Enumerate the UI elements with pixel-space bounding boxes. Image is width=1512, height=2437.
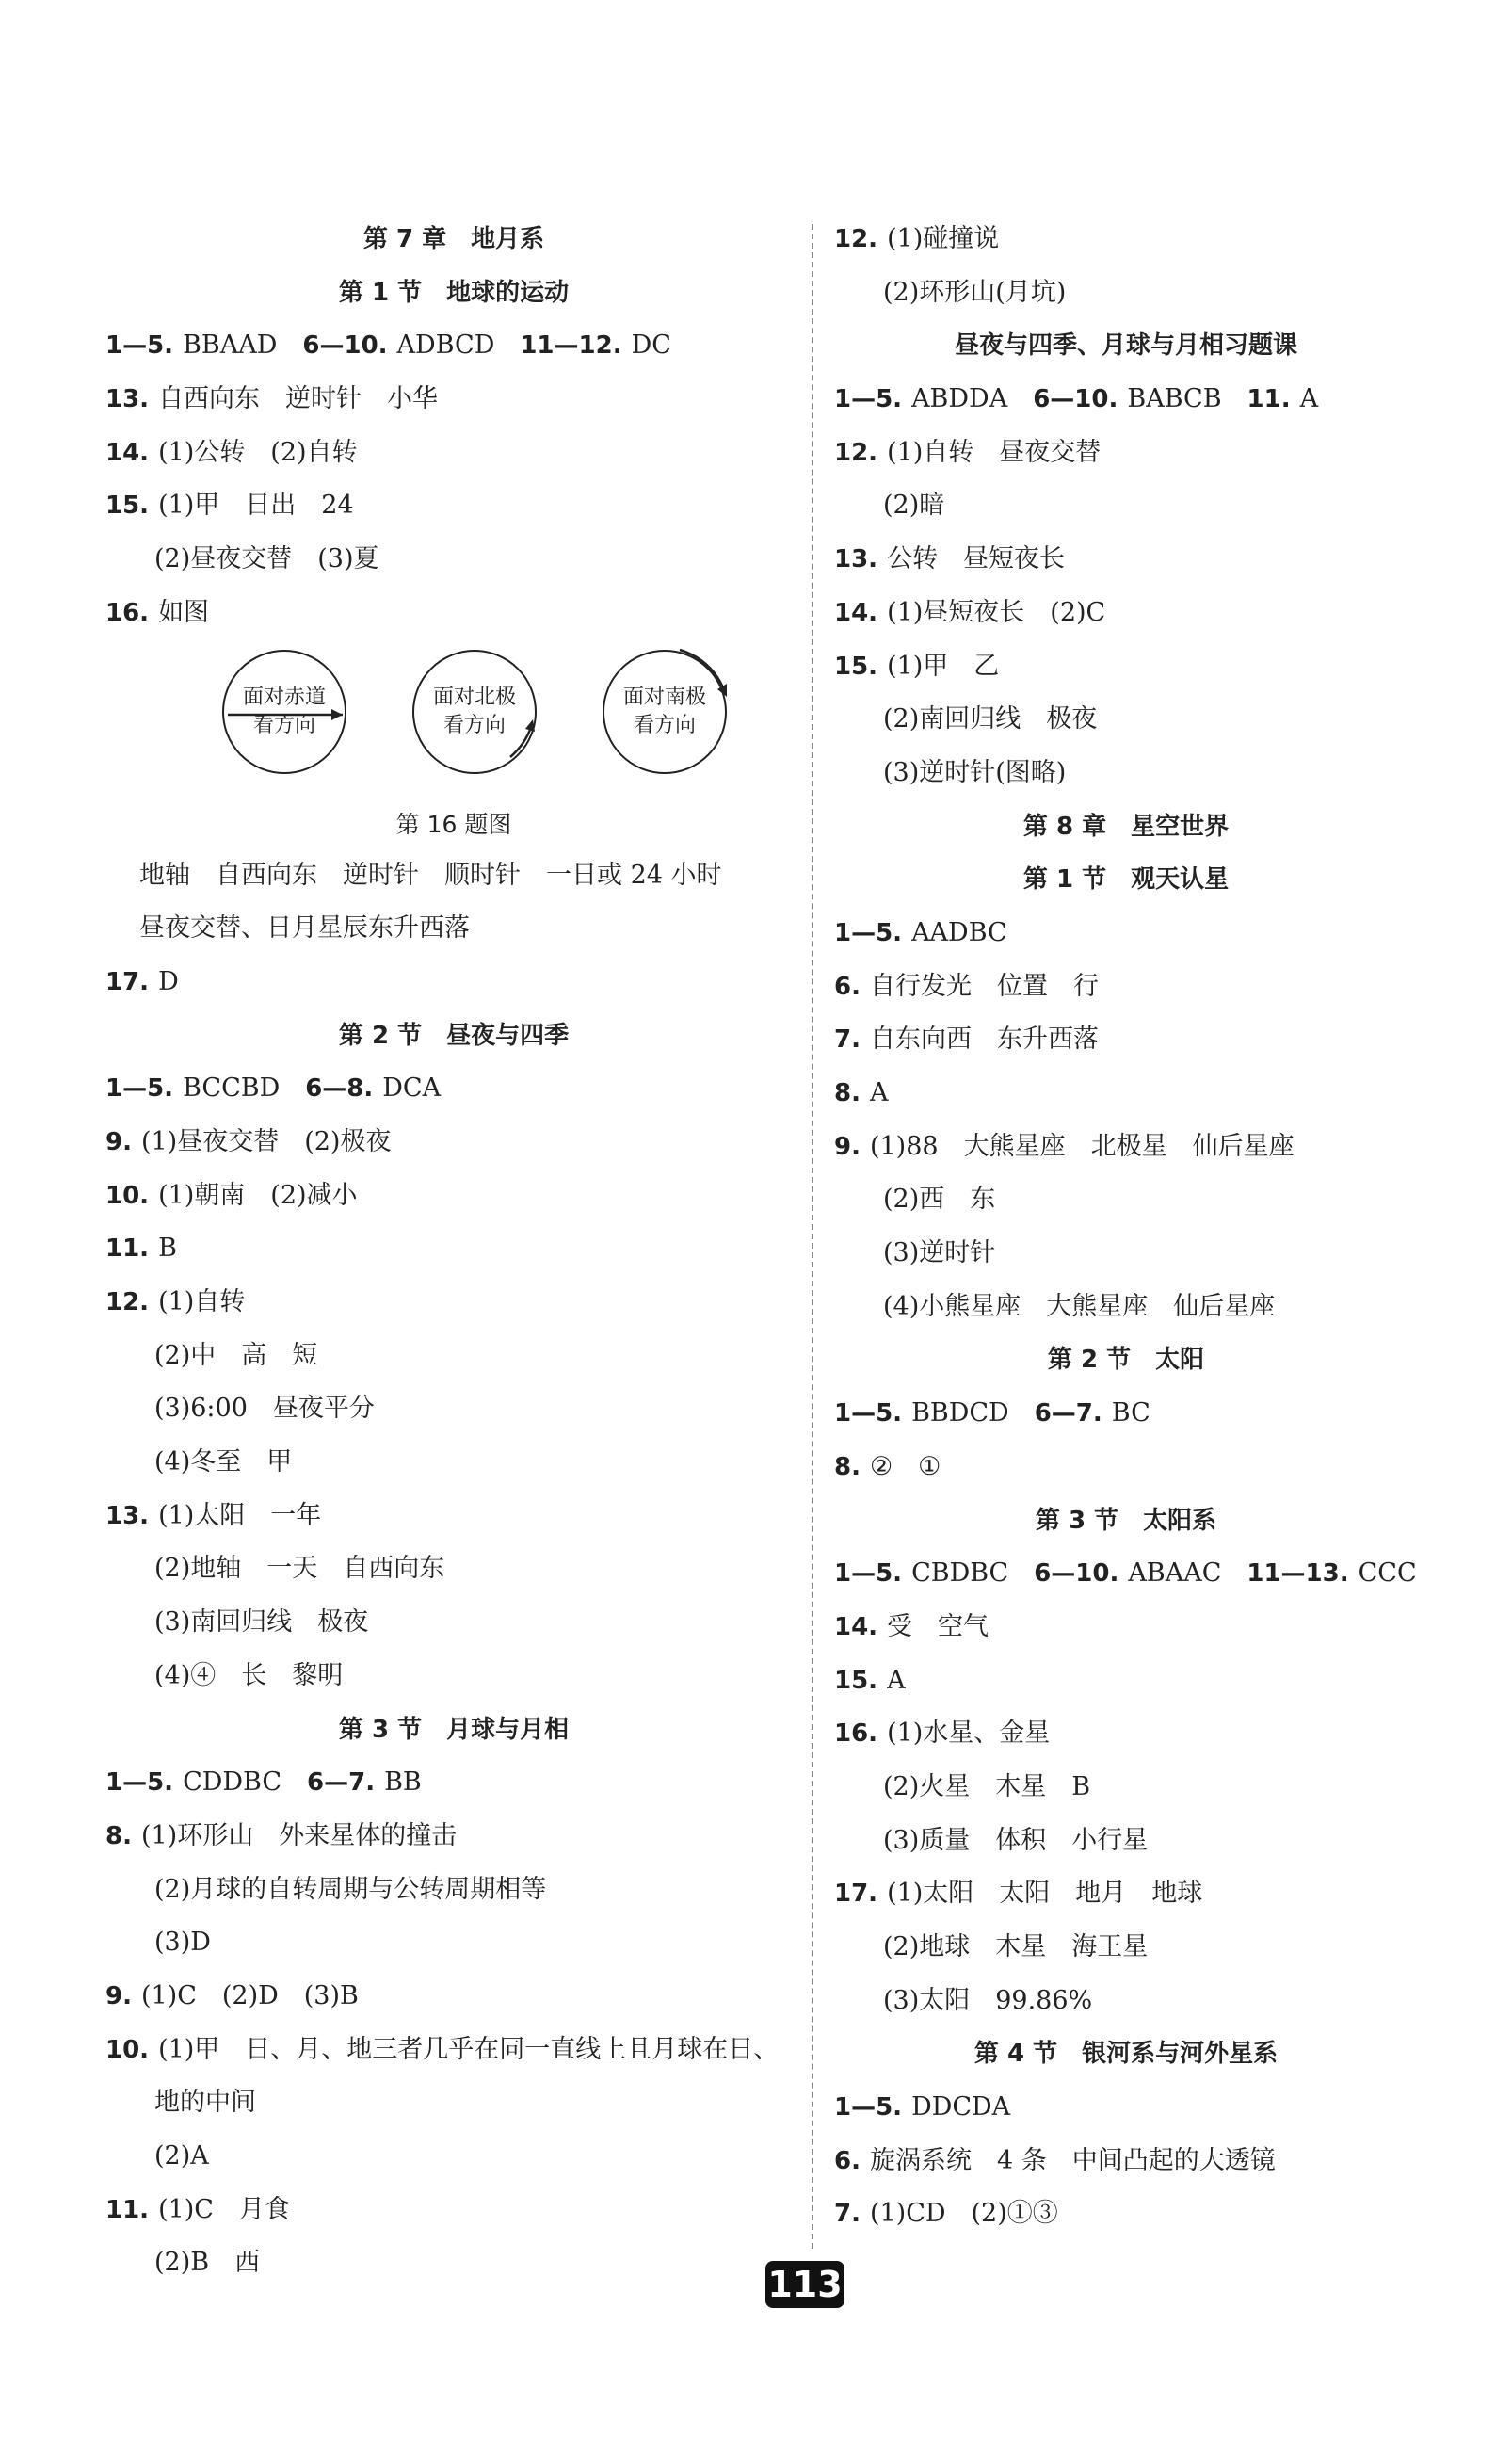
answer-text: 公转 昼短夜长 — [887, 544, 1066, 574]
question-number: 1—5. — [834, 385, 903, 414]
answer-line — [105, 956, 802, 1009]
answer-text: (1)朝南 (2)减小 — [158, 1180, 358, 1210]
answer-text: (1)太阳 太阳 地月 地球 — [887, 1879, 1203, 1909]
question-number: 6—10. — [1034, 1559, 1119, 1589]
question-number: 13. — [834, 545, 878, 574]
answer-list — [834, 1547, 1418, 2027]
question-number: 14. — [834, 598, 878, 627]
section-title: 第 1 节 观天认星 — [1022, 865, 1230, 895]
circle-label: 面对北极 — [432, 685, 516, 709]
answer-line — [105, 1062, 802, 1116]
answer-text: 自东向西 东升西落 — [869, 1025, 1099, 1055]
answer-text: (2)中 高 短 — [154, 1340, 318, 1370]
answer-text: B — [158, 1234, 177, 1264]
section-title: 第 2 节 昼夜与四季 — [338, 1021, 570, 1050]
question-number: 8. — [834, 1079, 861, 1107]
answer-text: (1)自转 — [158, 1287, 246, 1316]
answer-text: (2)暗 — [883, 491, 945, 521]
answer-text: 受 空气 — [887, 1611, 989, 1641]
question-number: 10. — [105, 1181, 150, 1210]
question-number: 17. — [834, 1880, 878, 1909]
question-number: 1—5. — [105, 1074, 174, 1104]
question-number: 6—8. — [305, 1074, 374, 1104]
figure-caption: 第 16 题图 — [395, 810, 512, 838]
answer-list — [105, 1062, 802, 1703]
section-title: 第 2 节 太阳 — [1047, 1346, 1205, 1375]
answer-line — [105, 1222, 802, 1276]
question-number: 7. — [834, 1025, 861, 1055]
question-number: 11. — [1247, 385, 1291, 414]
rotation-diagram — [105, 640, 802, 800]
answer-text: (3)逆时针 — [883, 1238, 996, 1268]
answer-text: AADBC — [911, 917, 1007, 947]
answer-text: 如图 — [158, 597, 210, 627]
question-number: 15. — [834, 652, 878, 681]
clockwise-arrow-icon — [595, 642, 736, 783]
answer-line — [834, 479, 1418, 533]
answer-line — [834, 427, 1418, 480]
answer-line — [834, 1707, 1418, 1761]
answer-line — [105, 319, 802, 373]
answer-text: BB — [384, 1767, 422, 1798]
answer-text: (1)水星、金星 — [887, 1719, 1051, 1749]
answer-text: (2)月球的自转周期与公转周期相等 — [154, 1874, 547, 1904]
answer-line — [105, 373, 802, 427]
answer-text: BC — [1111, 1398, 1150, 1428]
answer-text: CDDBC — [183, 1767, 308, 1798]
answer-list — [834, 1387, 1418, 1493]
question-number: 6—10. — [302, 331, 388, 361]
answer-text: (2)昼夜交替 (3)夏 — [154, 544, 379, 574]
answer-text: (2)B 西 — [154, 2248, 261, 2278]
section-title: 第 3 节 太阳系 — [1035, 1506, 1217, 1535]
answer-line — [834, 640, 1418, 694]
answer-line — [834, 2135, 1418, 2188]
question-number: 12. — [834, 225, 878, 253]
answer-line: 昼夜交替、日月星辰东升西落 — [139, 913, 470, 944]
answer-list — [834, 373, 1418, 800]
answer-text: (2)地轴 一天 自西向东 — [154, 1554, 445, 1584]
answer-text: (1)碰撞说 — [887, 224, 1000, 253]
answer-text: CCC — [1358, 1558, 1417, 1589]
question-number: 9. — [105, 1127, 132, 1156]
question-number: 14. — [105, 438, 150, 467]
question-number: 1—5. — [834, 2093, 903, 2122]
answer-line — [834, 1441, 1418, 1494]
answer-text: 自行发光 位置 行 — [869, 971, 1099, 1001]
question-number: 16. — [834, 1719, 878, 1749]
answer-line — [105, 1596, 802, 1650]
answer-line — [834, 907, 1418, 960]
page-number: 113 — [765, 2261, 844, 2308]
answer-line — [105, 1170, 802, 1223]
answer-text: (2)西 东 — [883, 1185, 996, 1215]
answer-text: A — [869, 1078, 889, 1107]
answer-text: (1)昼短夜长 (2)C — [887, 597, 1106, 627]
question-number: 8. — [834, 1452, 861, 1481]
answer-text: (2)环形山(月坑) — [883, 277, 1067, 307]
north-pole-view-circle — [412, 650, 537, 774]
question-number: 9. — [105, 1981, 132, 2010]
question-number: 12. — [834, 438, 878, 467]
answer-line — [834, 1547, 1418, 1601]
answer-text: (1)C (2)D (3)B — [140, 1980, 359, 2010]
answer-text: (2)地球 木星 海王星 — [883, 1932, 1149, 1961]
answer-text: (3)D — [154, 1928, 211, 1958]
question-number: 8. — [105, 1821, 132, 1850]
question-number: 11—13. — [1247, 1559, 1349, 1589]
answer-text: (3)质量 体积 小行星 — [883, 1825, 1149, 1855]
answer-text: 自西向东 逆时针 小华 — [158, 384, 439, 414]
answer-line — [105, 1864, 802, 1917]
answer-line — [834, 1867, 1418, 1921]
question-number: 11. — [105, 1235, 150, 1264]
answer-line — [834, 1761, 1418, 1815]
question-number: 11—12. — [520, 331, 622, 361]
column-divider — [812, 224, 813, 2249]
answer-line — [834, 1975, 1418, 2028]
answer-text: (4)小熊星座 大熊星座 仙后星座 — [883, 1291, 1276, 1321]
answer-text: (1)C 月食 — [158, 2194, 290, 2224]
answer-line — [834, 1067, 1418, 1121]
answer-line — [105, 533, 802, 587]
answer-line — [105, 427, 802, 480]
answer-text: (1)甲 乙 — [887, 651, 1000, 681]
question-number: 13. — [105, 385, 150, 414]
answer-text: BABCB — [1127, 384, 1247, 414]
answer-text: ABDDA — [911, 384, 1034, 414]
arrow-right-icon — [215, 642, 356, 783]
answer-text: BCCBD — [183, 1073, 306, 1104]
answer-line — [105, 1382, 802, 1436]
answer-list — [105, 319, 802, 639]
answer-line — [834, 373, 1418, 427]
answer-text: (1)自转 昼夜交替 — [887, 437, 1102, 467]
answer-text: DC — [631, 331, 671, 361]
answer-line — [834, 747, 1418, 800]
answer-line — [834, 693, 1418, 747]
answer-text: (1)甲 日出 24 — [158, 491, 354, 521]
answer-text: ② ① — [869, 1451, 941, 1481]
question-number: 10. — [105, 2035, 150, 2064]
answer-text: (2)南回归线 极夜 — [883, 704, 1098, 734]
south-pole-view-circle — [603, 650, 727, 774]
answer-list — [834, 907, 1418, 1334]
answer-line — [105, 2236, 802, 2290]
left-column — [105, 213, 802, 2290]
answer-line — [834, 1654, 1418, 1708]
answer-text: ADBCD — [396, 331, 521, 361]
answer-text: (1)环形山 外来星体的撞击 — [140, 1820, 458, 1850]
answer-line — [834, 960, 1418, 1014]
answer-line — [105, 1756, 802, 1810]
answer-text: A — [1299, 384, 1319, 414]
question-number: 6—7. — [307, 1768, 376, 1798]
answer-text: (3)太阳 99.86% — [883, 1985, 1093, 2015]
question-number: 12. — [105, 1288, 150, 1316]
answer-text: (1)昼夜交替 (2)极夜 — [140, 1126, 392, 1156]
answer-text: D — [158, 966, 179, 996]
answer-line — [834, 587, 1418, 640]
answer-line — [105, 1810, 802, 1864]
question-number: 11. — [105, 2195, 150, 2224]
answer-text: (1)公转 (2)自转 — [158, 437, 358, 467]
answer-line — [834, 213, 1418, 266]
answer-line — [834, 1227, 1418, 1281]
chapter-title: 第 7 章 地月系 — [362, 225, 545, 253]
answer-line — [105, 587, 802, 640]
answer-text: (3)南回归线 极夜 — [154, 1607, 369, 1638]
answer-line — [105, 1650, 802, 1703]
answer-text: CBDBC — [911, 1558, 1035, 1589]
answer-list — [834, 213, 1418, 319]
section-title: 第 3 节 月球与月相 — [338, 1715, 570, 1744]
question-number: 16. — [105, 598, 150, 627]
answer-line — [105, 1436, 802, 1490]
answer-line — [834, 1815, 1418, 1868]
answer-line — [105, 1276, 802, 1330]
answer-line — [834, 1173, 1418, 1227]
question-number: 14. — [834, 1612, 878, 1641]
answer-text: 旋涡系统 4 条 中间凸起的大透镜 — [869, 2145, 1276, 2175]
answer-line — [834, 1121, 1418, 1174]
question-number: 15. — [105, 492, 150, 521]
circle-label: 看方向 — [252, 713, 315, 737]
circle-label: 面对赤道 — [242, 685, 326, 709]
answer-line — [834, 2081, 1418, 2135]
question-number: 1—5. — [105, 331, 174, 361]
answer-text: (4)冬至 甲 — [154, 1447, 293, 1477]
answer-text: (2)火星 木星 B — [883, 1771, 1091, 1801]
answer-line — [105, 1116, 802, 1170]
answer-line — [105, 1542, 802, 1596]
section-title: 第 4 节 银河系与河外星系 — [973, 2040, 1279, 2069]
answer-text: BBAAD — [183, 331, 303, 361]
answer-text: DDCDA — [911, 2092, 1011, 2122]
answer-text: ABAAC — [1128, 1558, 1247, 1589]
question-number: 6—10. — [1033, 385, 1118, 414]
chapter-title: 第 8 章 星空世界 — [1022, 812, 1230, 841]
section-title: 第 1 节 地球的运动 — [338, 278, 570, 307]
answer-text: BBDCD — [911, 1398, 1035, 1428]
answer-line — [834, 1281, 1418, 1334]
answer-text: (2)A — [154, 2141, 209, 2171]
question-number: 1—5. — [834, 918, 903, 947]
answer-text: DCA — [382, 1073, 442, 1104]
answer-line — [834, 1013, 1418, 1067]
right-column — [834, 213, 1418, 2241]
answer-line — [105, 2130, 802, 2184]
answer-line — [105, 479, 802, 533]
answer-line — [105, 1490, 802, 1543]
answer-list — [105, 1756, 802, 2290]
question-number: 6. — [834, 972, 861, 1001]
answer-line — [105, 2184, 802, 2237]
counterclockwise-arrow-icon — [405, 642, 546, 783]
question-number: 13. — [105, 1501, 150, 1530]
equator-view-circle — [222, 650, 346, 774]
answer-text: A — [887, 1665, 906, 1695]
answer-line — [105, 1916, 802, 1970]
answer-line — [834, 1387, 1418, 1441]
question-number: 7. — [834, 2200, 861, 2229]
answer-line — [834, 266, 1418, 320]
answer-line — [834, 1921, 1418, 1975]
answer-line — [834, 533, 1418, 587]
question-number: 1—5. — [834, 1399, 903, 1428]
answer-line — [834, 1601, 1418, 1654]
section-title: 昼夜与四季、月球与月相习题课 — [954, 331, 1297, 361]
answer-text: 地的中间 — [154, 2088, 256, 2118]
answer-text: (3)6:00 昼夜平分 — [154, 1394, 375, 1424]
answer-text: (1)88 大熊星座 北极星 仙后星座 — [869, 1131, 1295, 1161]
question-number: 1—5. — [834, 1559, 903, 1589]
question-number: 9. — [834, 1132, 861, 1161]
answer-line: 地轴 自西向东 逆时针 顺时针 一日或 24 小时 — [139, 860, 722, 890]
question-number: 15. — [834, 1666, 878, 1695]
answer-list — [834, 2081, 1418, 2241]
question-number: 17. — [105, 967, 150, 996]
answer-text: (3)逆时针(图略) — [883, 757, 1067, 787]
circle-label: 面对南极 — [622, 685, 706, 709]
answer-text: (1)CD (2)①③ — [869, 2199, 1058, 2229]
question-number: 6. — [834, 2146, 861, 2175]
circle-label: 看方向 — [633, 713, 696, 737]
answer-text: (1)太阳 一年 — [158, 1500, 322, 1530]
answer-line — [105, 2024, 802, 2077]
question-number: 1—5. — [105, 1768, 174, 1798]
answer-text: (1)甲 日、月、地三者几乎在同一直线上且月球在日、 — [158, 2034, 780, 2064]
question-number: 6—7. — [1034, 1399, 1102, 1428]
answer-line — [105, 2076, 802, 2130]
answer-line — [834, 2187, 1418, 2241]
answer-line — [105, 1970, 802, 2024]
circle-label: 看方向 — [442, 713, 506, 737]
answer-text: (4)④ 长 黎明 — [154, 1660, 344, 1690]
answer-line — [105, 1330, 802, 1383]
